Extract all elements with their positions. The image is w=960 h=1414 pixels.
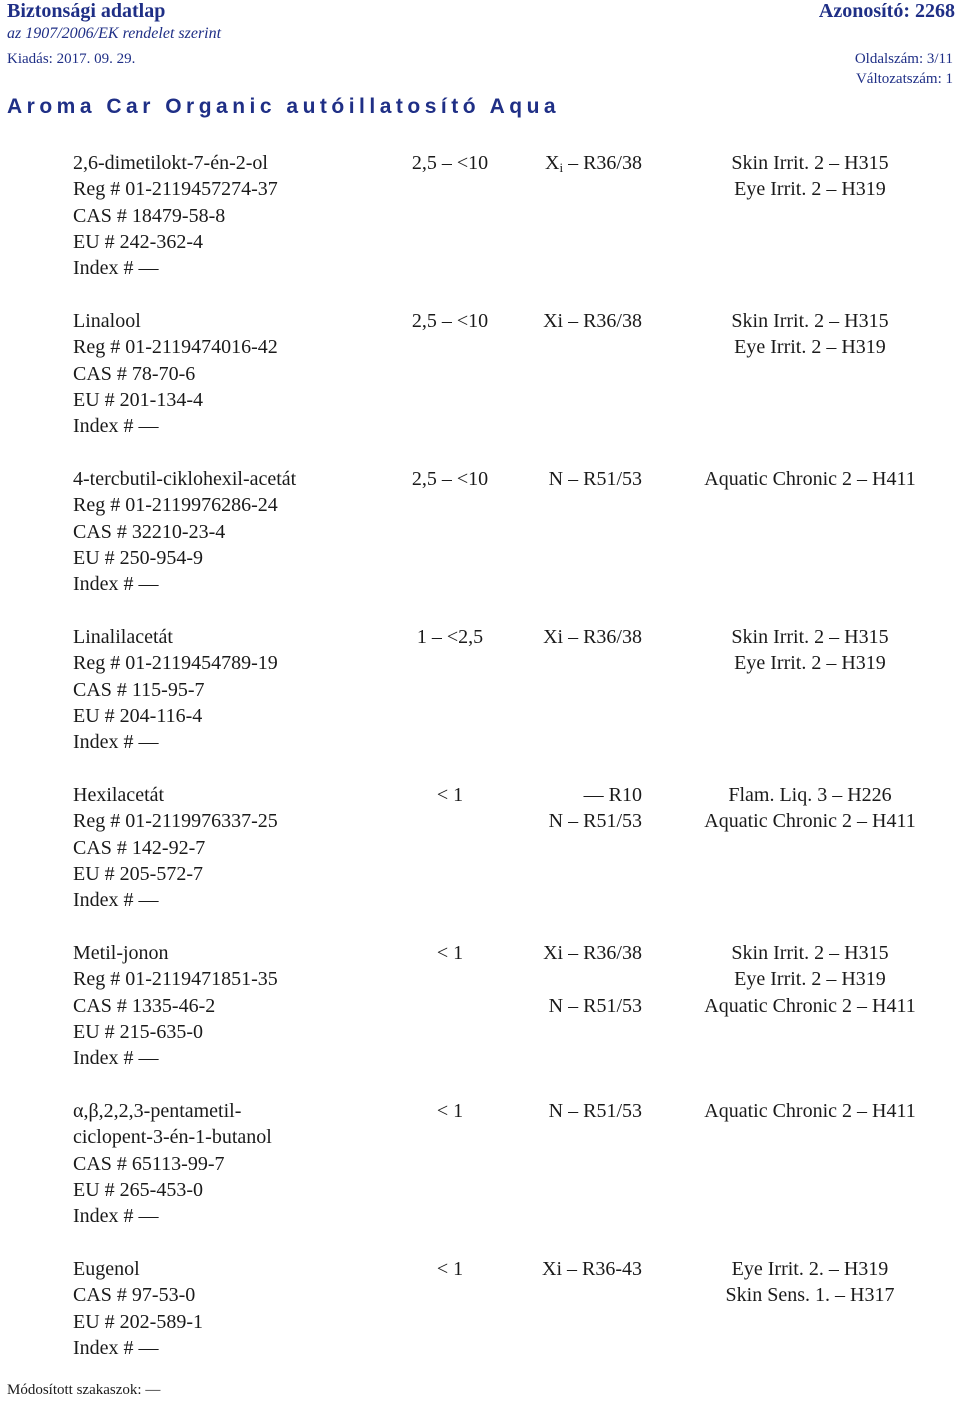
clp-classification-line	[650, 361, 960, 387]
ingredient-id-line: Index # —	[73, 1047, 159, 1070]
ingredient-id-line: Index # —	[73, 257, 159, 280]
clp-classification-line: Eye Irrit. 2. – H319	[731, 1258, 889, 1280]
ingredient-entry	[0, 1098, 960, 1256]
dsd-classification	[528, 1256, 642, 1335]
concentration: 2,5 – <10	[411, 468, 489, 490]
concentration: < 1	[436, 784, 464, 806]
dsd-classification-line: Xi – R36-43	[542, 1258, 642, 1280]
ingredient-identifiers	[73, 466, 296, 597]
dsd-classification-line: N – R51/53	[548, 994, 642, 1017]
dsd-classification-line	[528, 1124, 642, 1150]
ingredient-id-line: CAS # 1335-46-2	[73, 994, 216, 1017]
ingredient-id-line: EU # 205-572-7	[73, 862, 203, 885]
dsd-classification-line: — R10	[583, 784, 642, 806]
clp-classification-line	[650, 492, 960, 518]
dsd-classification-line	[528, 1309, 642, 1335]
ingredient-id-line: Reg # 01-2119976337-25	[73, 810, 278, 833]
ingredient-id-line: Reg # 01-2119976286-24	[73, 494, 278, 517]
ingredient-name: Linalilacetát	[73, 626, 173, 648]
dsd-classification-line: N – R51/53	[548, 1100, 642, 1122]
clp-classification-line: Aquatic Chronic 2 – H411	[704, 810, 916, 833]
clp-classification	[650, 150, 960, 229]
dsd-classification-line: Xi – R36/38	[543, 942, 642, 964]
concentration: 2,5 – <10	[411, 152, 489, 174]
dsd-classification	[528, 782, 642, 861]
ingredient-name: 4-tercbutil-ciklohexil-acetát	[73, 468, 297, 490]
dsd-classification-line: Xi – R36/38	[543, 310, 642, 332]
ingredient-identifiers	[73, 308, 278, 439]
ingredient-id-line: Index # —	[73, 1336, 159, 1359]
ingredient-id-line: EU # 265-453-0	[73, 1178, 203, 1201]
dsd-classification-line	[528, 492, 642, 518]
concentration: 1 – <2,5	[416, 626, 484, 648]
ingredient-entry	[0, 782, 960, 940]
ingredient-id-line: EU # 202-589-1	[73, 1310, 203, 1333]
clp-classification	[650, 624, 960, 703]
ingredient-entry	[0, 940, 960, 1098]
concentration: < 1	[436, 1258, 464, 1280]
dsd-classification	[528, 308, 642, 387]
clp-classification-line: Skin Irrit. 2 – H315	[731, 152, 889, 174]
ingredient-name: Eugenol	[73, 1258, 140, 1280]
ingredient-identifiers	[73, 1098, 272, 1229]
ingredient-id-line: CAS # 115-95-7	[73, 678, 205, 701]
ingredient-id-line: CAS # 142-92-7	[73, 836, 206, 859]
page-number: Oldalszám: 3/11	[854, 51, 953, 67]
clp-classification-line	[650, 1151, 960, 1177]
ingredient-id-line: CAS # 65113-99-7	[73, 1152, 225, 1175]
clp-classification-line	[650, 203, 960, 229]
clp-classification-line: Skin Irrit. 2 – H315	[731, 942, 889, 964]
clp-classification-line	[650, 519, 960, 545]
dsd-classification	[528, 940, 642, 1019]
dsd-classification	[528, 150, 642, 229]
ingredient-identifiers	[73, 150, 278, 281]
ingredient-id-line: Index # —	[73, 731, 159, 754]
dsd-classification	[528, 624, 642, 703]
regulation-subtitle: az 1907/2006/EK rendelet szerint	[7, 25, 222, 42]
ingredient-name: Hexilacetát	[73, 784, 165, 806]
clp-classification-line: Eye Irrit. 2 – H319	[734, 178, 886, 201]
dsd-classification-line	[528, 1282, 642, 1308]
dsd-classification-line: N – R51/53	[548, 810, 642, 833]
clp-classification-line: Aquatic Chronic 2 – H411	[704, 1100, 916, 1122]
dsd-classification	[528, 1098, 642, 1177]
clp-classification-line: Eye Irrit. 2 – H319	[734, 652, 886, 675]
ingredient-name: 2,6-dimetilokt-7-én-2-ol	[73, 152, 268, 174]
clp-classification-line: Eye Irrit. 2 – H319	[734, 336, 886, 359]
dsd-classification-line	[528, 1151, 642, 1177]
concentration: < 1	[436, 1100, 464, 1122]
ingredient-identifiers	[73, 1256, 203, 1387]
ingredient-id-line: Reg # 01-2119457274-37	[73, 178, 278, 201]
dsd-classification-line	[528, 203, 642, 229]
modified-sections: Módosított szakaszok: —	[7, 1382, 161, 1398]
clp-classification-line: Aquatic Chronic 2 – H411	[704, 468, 916, 490]
product-name: Aroma Car Organic autóillatosító Aqua	[7, 95, 561, 118]
ingredient-id-line: CAS # 97-53-0	[73, 1284, 196, 1307]
dsd-classification-line	[528, 519, 642, 545]
ingredient-id-line: CAS # 32210-23-4	[73, 520, 226, 543]
dsd-classification-line: Xi – R36/38	[543, 626, 642, 648]
ingredient-id-line: EU # 204-116-4	[73, 704, 203, 727]
document-title: Biztonsági adatlap	[7, 0, 166, 22]
clp-classification	[650, 940, 960, 1019]
clp-classification	[650, 1098, 960, 1177]
dsd-classification-line	[528, 835, 642, 861]
ingredient-id-line: Reg # 01-2119474016-42	[73, 336, 278, 359]
ingredient-id-line: Reg # 01-2119471851-35	[73, 968, 278, 991]
ingredient-identifiers	[73, 782, 278, 913]
issue-date: Kiadás: 2017. 09. 29.	[7, 51, 136, 67]
ingredient-id-line: EU # 250-954-9	[73, 546, 203, 569]
ingredient-name: Linalool	[73, 310, 141, 332]
dsd-classification-line	[528, 334, 642, 360]
ingredient-id-line: CAS # 18479-58-8	[73, 204, 226, 227]
concentration: 2,5 – <10	[411, 310, 489, 332]
document-identifier: Azonosító: 2268	[818, 0, 955, 22]
clp-classification-line	[650, 835, 960, 861]
ingredients-list	[0, 150, 960, 1414]
clp-classification-line: Skin Irrit. 2 – H315	[731, 310, 889, 332]
dsd-classification-line	[528, 677, 642, 703]
dsd-classification-line	[528, 361, 642, 387]
ingredient-identifiers	[73, 624, 278, 755]
dsd-classification-line: $X_i - R36/38$	[545, 152, 642, 175]
ingredient-entry	[0, 308, 960, 466]
ingredient-name: Metil-jonon	[73, 942, 169, 964]
version-number: Változatszám: 1	[855, 71, 953, 87]
clp-classification	[650, 466, 960, 545]
clp-classification-line	[650, 677, 960, 703]
dsd-classification-line	[528, 966, 642, 992]
clp-classification-line	[650, 1124, 960, 1150]
ingredient-id-line: EU # 215-635-0	[73, 1020, 203, 1043]
dsd-classification	[528, 466, 642, 545]
ingredient-id-line: Index # —	[73, 415, 159, 438]
clp-classification-line: Aquatic Chronic 2 – H411	[704, 994, 916, 1017]
clp-classification	[650, 782, 960, 861]
ingredient-id-line: Reg # 01-2119454789-19	[73, 652, 278, 675]
ingredient-id-line: EU # 242-362-4	[73, 230, 203, 253]
ingredient-id-line: ciclopent-3-én-1-butanol	[73, 1126, 272, 1149]
clp-classification-line: Skin Sens. 1. – H317	[725, 1284, 895, 1307]
clp-classification-line: Flam. Liq. 3 – H226	[728, 784, 892, 806]
dsd-classification-line: N – R51/53	[548, 468, 642, 490]
ingredient-id-line: EU # 201-134-4	[73, 388, 203, 411]
ingredient-name: α,β,2,2,3-pentametil-	[73, 1100, 242, 1122]
ingredient-id-line: Index # —	[73, 1205, 159, 1228]
clp-classification	[650, 308, 960, 387]
ingredient-entry	[0, 624, 960, 782]
concentration: < 1	[436, 942, 464, 964]
clp-classification-line: Skin Irrit. 2 – H315	[731, 626, 889, 648]
clp-classification-line	[650, 1309, 960, 1335]
dsd-classification-line	[528, 650, 642, 676]
ingredient-id-line: Index # —	[73, 889, 159, 912]
ingredient-identifiers	[73, 940, 278, 1071]
ingredient-id-line: Index # —	[73, 573, 159, 596]
clp-classification	[650, 1256, 960, 1335]
dsd-classification-line	[528, 176, 642, 202]
ingredient-id-line: CAS # 78-70-6	[73, 362, 196, 385]
ingredient-entry	[0, 466, 960, 624]
ingredient-entry	[0, 150, 960, 308]
clp-classification-line: Eye Irrit. 2 – H319	[734, 968, 886, 991]
